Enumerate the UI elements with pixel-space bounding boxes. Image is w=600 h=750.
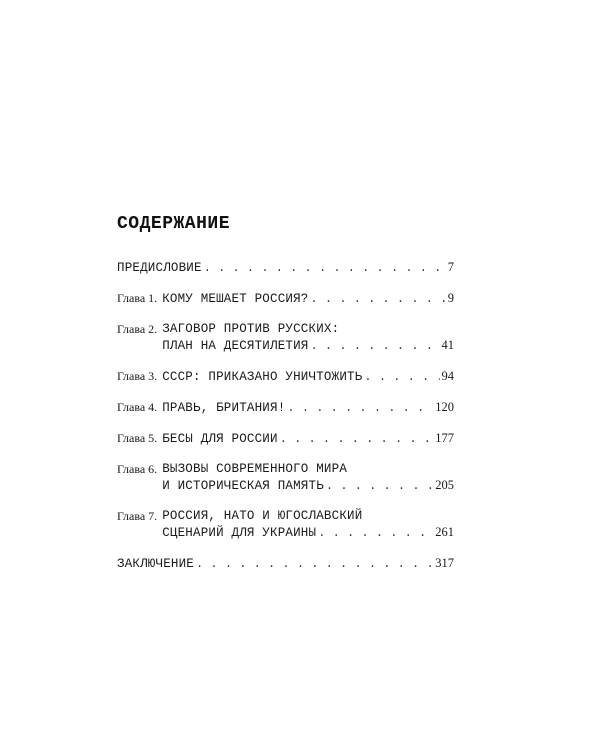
chapter-number: Глава 4. bbox=[117, 400, 158, 414]
dot-leader bbox=[326, 478, 433, 494]
page-number: 7 bbox=[447, 260, 454, 274]
entry-line bbox=[162, 477, 454, 494]
entry-line bbox=[162, 524, 454, 541]
toc-entry bbox=[117, 259, 454, 276]
entry-line bbox=[162, 368, 454, 385]
chapter-title: ПРЕДИСЛОВИЕ bbox=[117, 261, 202, 275]
chapter-number: Глава 1. bbox=[117, 291, 158, 305]
dot-leader bbox=[311, 338, 440, 354]
page-number: 9 bbox=[447, 291, 454, 305]
chapter-title: СЦЕНАРИЙ ДЛЯ УКРАИНЫ bbox=[162, 526, 317, 540]
chapter-title: БЕСЫ ДЛЯ РОССИИ bbox=[162, 432, 278, 446]
entry-line bbox=[162, 430, 454, 447]
entry-line bbox=[162, 508, 454, 524]
entry-line bbox=[162, 461, 454, 477]
chapter-title: ЗАГОВОР ПРОТИВ РУССКИХ: bbox=[162, 322, 340, 336]
toc-entry bbox=[117, 430, 454, 447]
page-number: 177 bbox=[435, 431, 454, 445]
dot-leader bbox=[318, 525, 433, 541]
entry-body bbox=[117, 555, 454, 572]
page-number: 94 bbox=[441, 369, 454, 383]
contents-heading: СОДЕРЖАНИЕ bbox=[117, 214, 231, 234]
entry-body bbox=[162, 461, 454, 494]
toc-entry bbox=[117, 290, 454, 307]
toc-entry bbox=[117, 368, 454, 385]
chapter-title: КОМУ МЕШАЕТ РОССИЯ? bbox=[162, 292, 309, 306]
chapter-number: Глава 2. bbox=[117, 322, 158, 336]
toc-entry bbox=[117, 399, 454, 416]
entry-body bbox=[162, 508, 454, 541]
page-number: 120 bbox=[435, 400, 454, 414]
chapter-title: ПЛАН НА ДЕСЯТИЛЕТИЯ bbox=[162, 339, 309, 353]
entry-line bbox=[117, 555, 454, 572]
chapter-number: Глава 6. bbox=[117, 462, 158, 476]
table-of-contents bbox=[117, 259, 454, 586]
dot-leader bbox=[287, 400, 433, 416]
toc-entry bbox=[117, 461, 454, 494]
entry-line bbox=[162, 337, 454, 354]
entry-line bbox=[117, 259, 454, 276]
toc-entry bbox=[117, 555, 454, 572]
chapter-title: СССР: ПРИКАЗАНО УНИЧТОЖИТЬ bbox=[162, 370, 363, 384]
dot-leader bbox=[196, 556, 433, 572]
entry-body bbox=[162, 321, 454, 354]
chapter-number: Глава 5. bbox=[117, 431, 158, 445]
chapter-title: ВЫЗОВЫ СОВРЕМЕННОГО МИРА bbox=[162, 462, 348, 476]
page-number: 261 bbox=[435, 525, 454, 539]
page-number: 205 bbox=[435, 478, 454, 492]
dot-leader bbox=[364, 369, 439, 385]
entry-line bbox=[162, 399, 454, 416]
chapter-title: ПРАВЬ, БРИТАНИЯ! bbox=[162, 401, 286, 415]
entry-body bbox=[162, 399, 454, 416]
entry-line bbox=[162, 290, 454, 307]
chapter-number: Глава 7. bbox=[117, 509, 158, 523]
toc-entry bbox=[117, 321, 454, 354]
chapter-title: И ИСТОРИЧЕСКАЯ ПАМЯТЬ bbox=[162, 479, 324, 493]
entry-body bbox=[117, 259, 454, 276]
dot-leader bbox=[280, 431, 434, 447]
chapter-number: Глава 3. bbox=[117, 369, 158, 383]
dot-leader bbox=[311, 291, 446, 307]
dot-leader bbox=[204, 260, 446, 276]
chapter-title: ЗАКЛЮЧЕНИЕ bbox=[117, 557, 195, 571]
entry-line bbox=[162, 321, 454, 337]
chapter-title: РОССИЯ, НАТО И ЮГОСЛАВСКИЙ bbox=[162, 509, 363, 523]
entry-body bbox=[162, 430, 454, 447]
entry-body bbox=[162, 368, 454, 385]
page-number: 317 bbox=[435, 556, 454, 570]
entry-body bbox=[162, 290, 454, 307]
page-number: 41 bbox=[441, 338, 454, 352]
toc-entry bbox=[117, 508, 454, 541]
